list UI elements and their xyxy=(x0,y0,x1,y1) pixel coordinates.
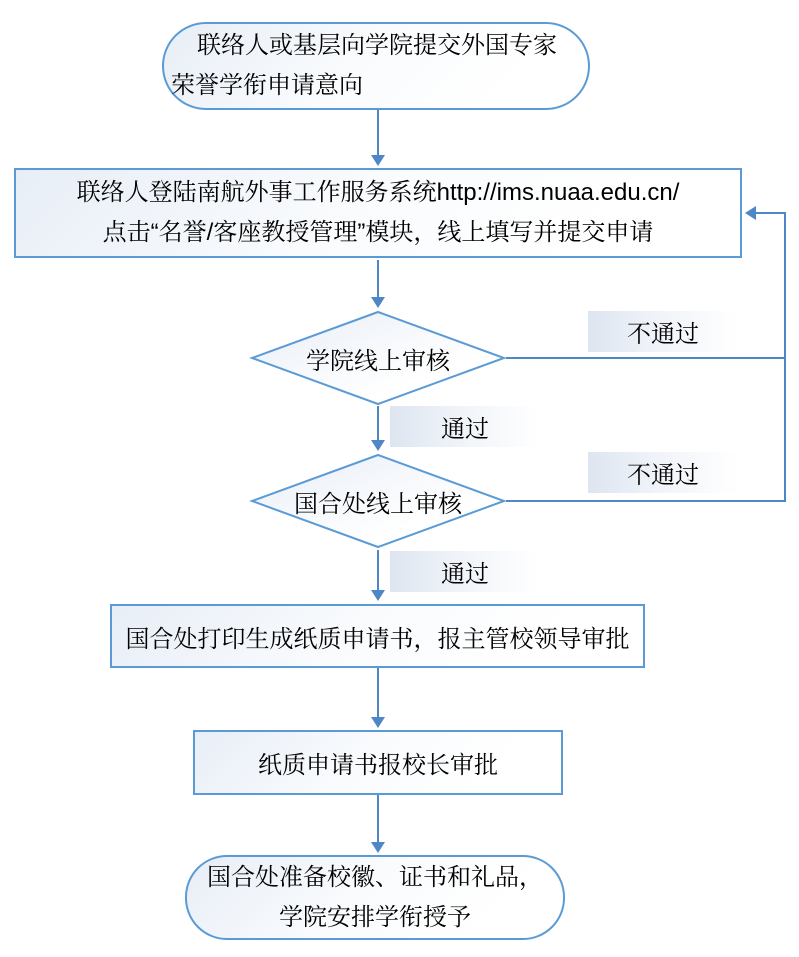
pass-label-2: 通过 xyxy=(390,551,540,592)
arrow-president-to-end xyxy=(377,795,379,842)
fail-label-1: 不通过 xyxy=(588,311,738,352)
arrow-print-to-president xyxy=(377,668,379,717)
president-approval-label: 纸质申请书报校长审批 xyxy=(258,752,498,779)
fail-label-2: 不通过 xyxy=(588,452,738,493)
print-approval-node xyxy=(110,604,645,668)
feedback-line-vertical xyxy=(784,212,786,502)
president-approval-node xyxy=(193,730,563,795)
system-node-text-line2: 点击“名誉/客座教授管理”模块，线上填写并提交申请 xyxy=(102,219,654,246)
print-approval-label: 国合处打印生成纸质申请书，报主管校领导审批 xyxy=(125,625,630,653)
end-node-text-line2: 学院安排学衔授予 xyxy=(279,903,471,931)
start-node-text-line1: 联络人或基层向学院提交外国专家 xyxy=(197,32,557,59)
feedback-line-intl-office xyxy=(506,500,786,502)
feedback-arrow-to-system xyxy=(756,212,785,214)
end-node xyxy=(185,855,565,940)
arrow-intl-office-to-print xyxy=(377,550,379,590)
arrow-college-to-intl-office xyxy=(377,406,379,440)
intl-office-review-label: 国合处线上审核 xyxy=(294,490,462,518)
college-review-decision xyxy=(249,310,507,406)
pass-label-1: 通过 xyxy=(390,406,540,447)
start-node xyxy=(162,22,590,110)
feedback-line-college xyxy=(506,357,786,359)
system-node xyxy=(14,168,742,258)
system-node-text-line1: 联络人登陆南航外事工作服务系统http://ims.nuaa.edu.cn/ xyxy=(76,179,680,206)
intl-office-review-decision xyxy=(249,453,507,549)
end-node-text-line1: 国合处准备校徽、证书和礼品， xyxy=(207,863,543,891)
arrow-system-to-college-review xyxy=(377,260,379,297)
college-review-label: 学院线上审核 xyxy=(306,347,450,375)
arrow-start-to-system xyxy=(377,110,379,155)
start-node-text-line2: 荣誉学衔申请意向 xyxy=(171,72,363,99)
